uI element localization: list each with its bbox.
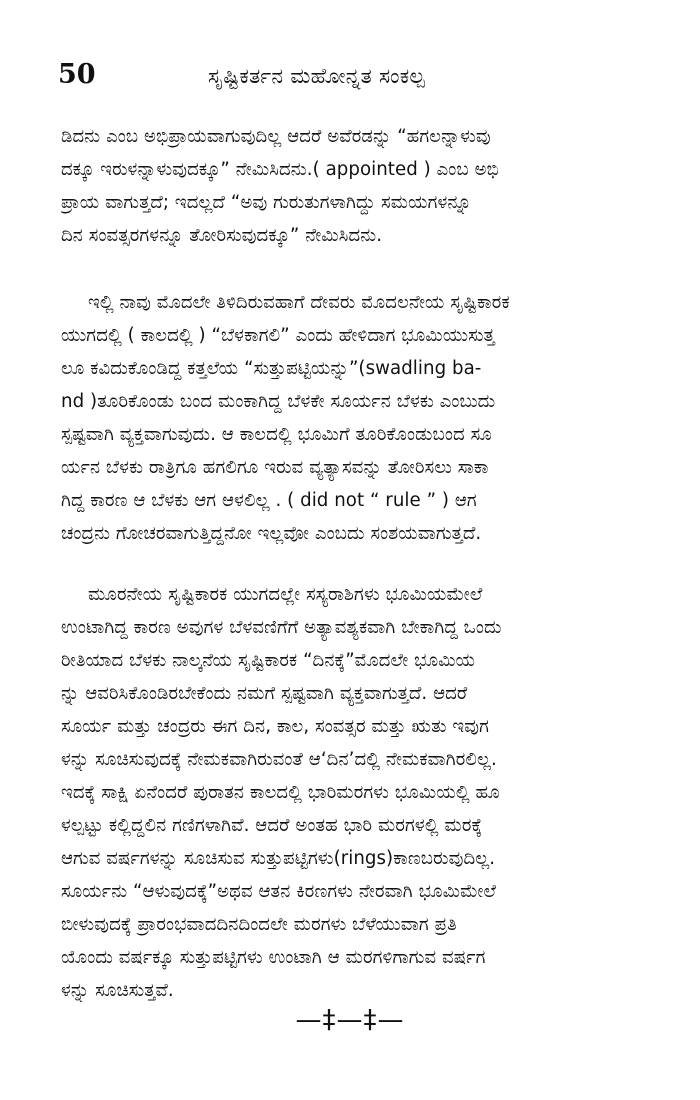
paragraph-3 <box>61 578 663 1007</box>
text-line: ನ್ನು ಆವರಿಸಿಕೊಂಡಿರಬೇಕೆಂದು ನಮಗೆ ಸ್ಪಷ್ಟವಾಗಿ ವ್ಯಕ್ತವಾಗುತ್ತದೆ. ಆದರೆ <box>61 683 468 704</box>
text-line: ರ್ಯನ ಬೆಳಕು ರಾತ್ರಿಗೂ ಹಗಲಿಗೂ ಇರುವ ವ್ಯತ್ಯಾಸವನ್ನು ತೋರಿಸಲು ಸಾಕಾ <box>61 457 489 478</box>
text-line: ಸ್ಪಷ್ಟವಾಗಿ ವ್ಯಕ್ತವಾಗುವುದು. ಆ ಕಾಲದಲ್ಲಿ ಭೂಮಿಗೆ ತೂರಿಕೊಂಡುಬಂದ ಸೂ <box>61 424 492 445</box>
text-line: ಇಲ್ಲಿ ನಾವು ಮೊದಲೇ ತಿಳಿದಿರುವಹಾಗೆ ದೇವರು ಮೊದಲನೇಯ ಸೃಷ್ಟಿಕಾರಕ <box>88 292 510 313</box>
body-text <box>61 120 663 1035</box>
text-line: ಯೊಂದು ವರ್ಷಕ್ಕೂ ಸುತ್ತುಪಟ್ಟಿಗಳು ಉಂಟಾಗಿ ಆ ಮರಗಳಿಗಾಗುವ ವರ್ಷಗ <box>61 947 486 968</box>
text-line: ಸೂರ್ಯನು “ಆಳುವುದಕ್ಕೆ”ಅಥವ ಆತನ ಕಿರಣಗಳು ನೇರವಾಗಿ ಭೂಮಿಮೇಲೆ <box>61 881 497 902</box>
text-line: ಸೂರ್ಯ ಮತ್ತು ಚಂದ್ರರು ಈಗ ದಿನ, ಕಾಲ, ಸಂವತ್ಸರ ಮತ್ತು ಋತು ಇವುಗ <box>61 716 490 737</box>
text-line: ರೀತಿಯಾದ ಬೆಳಕು ನಾಲ್ಕನೆಯ ಸೃಷ್ಟಿಕಾರಕ “ದಿನಕ್ಕೆ”ಮೊದಲೇ ಭೂಮಿಯ <box>61 650 476 671</box>
text-line: ಳನ್ನು ಸೂಚಿಸುತ್ತವೆ. <box>61 980 174 1001</box>
text-line: ದಕ್ಕೂ ಇರುಳನ್ನಾಳುವುದಕ್ಕೂ” ನೇಮಿಸಿದನು.( appointed ) ಎಂಬ ಅಭಿ <box>61 159 499 180</box>
text-line: ಳಲ್ಪಟ್ಟು ಕಲ್ಲಿದ್ದಲಿನ ಗಣಿಗಳಾಗಿವೆ. ಆದರೆ ಅಂತಹ ಭಾರಿ ಮರಗಳಲ್ಲಿ ಮರಕ್ಕೆ <box>61 815 483 836</box>
section-end-ornament: —‡—‡— <box>295 1005 405 1035</box>
paragraph-2 <box>61 286 663 550</box>
text-line: ಚಂದ್ರನು ಗೋಚರವಾಗುತ್ತಿದ್ದನೋ ಇಲ್ಲವೋ ಎಂಬದು ಸಂಶಯವಾಗುತ್ತದೆ. <box>61 523 482 544</box>
text-line: ಳನ್ನು ಸೂಚಿಸುವುದಕ್ಕೆ ನೇಮಕವಾಗಿರುವಂತೆ ಆ‘ದಿನ’ದಲ್ಲಿ ನೇಮಕವಾಗಿರಲಿಲ್ಲ. <box>61 749 497 770</box>
text-line: ಬೀಳುವುದಕ್ಕೆ ಪ್ರಾರಂಭವಾದದಿನದಿಂದಲೇ ಮರಗಳು ಬೆಳೆಯುವಾಗ ಪ್ರತಿ <box>61 914 457 935</box>
paragraph-1 <box>61 120 663 252</box>
text-line: ಮೂರನೇಯ ಸೃಷ್ಟಿಕಾರಕ ಯುಗದಲ್ಲೇ ಸಸ್ಯರಾಶಿಗಳು ಭೂಮಿಯಮೇಲೆ <box>88 584 483 605</box>
text-line: ಉಂಟಾಗಿದ್ದ ಕಾರಣ ಅವುಗಳ ಬೆಳವಣಿಗೆಗೆ ಅತ್ಯಾವಶ್ಯಕವಾಗಿ ಬೇಕಾಗಿದ್ದ ಒಂದು <box>61 617 502 638</box>
text-line: ಡಿದನು ಎಂಬ ಅಭಿಪ್ರಾಯವಾಗುವುದಿಲ್ಲ ಆದರೆ ಅವೆರಡನ್ನು “ಹಗಲನ್ನಾಳುವು <box>61 126 491 147</box>
text-line: ಆಗುವ ವರ್ಷಗಳನ್ನು ಸೂಚಿಸುವ ಸುತ್ತುಪಟ್ಟಿಗಳು(rings)ಕಾಣಬರುವುದಿಲ್ಲ. <box>61 848 496 869</box>
text-line: ಪ್ರಾಯ ವಾಗುತ್ತದೆ; ಇದಲ್ಲದೆ “ಅವು ಗುರುತುಗಳಾಗಿದ್ದು ಸಮಯಗಳನ್ನೂ <box>61 192 472 213</box>
text-line: ದಿನ ಸಂವತ್ಸರಗಳನ್ನೂ ತೋರಿಸುವುದಕ್ಕೂ” ನೇಮಿಸಿದನು. <box>61 225 383 246</box>
text-line: nd )ತೂರಿಕೊಂಡು ಬಂದ ಮಂಕಾಗಿದ್ದ ಬೆಳಕೇ ಸೂರ್ಯನ ಬೆಳಕು ಎಂಬುದು <box>61 391 496 412</box>
running-title: ಸೃಷ್ಟಿಕರ್ತನ ಮಹೋನ್ನತ ಸಂಕಲ್ಪ <box>208 64 426 88</box>
page-number: 50 <box>58 59 96 90</box>
page-header <box>58 58 648 98</box>
text-line: ಇದಕ್ಕೆ ಸಾಕ್ಷಿ ಏನೆಂದರೆ ಪುರಾತನ ಕಾಲದಲ್ಲಿ ಭಾರಿಮರಗಳು ಭೂಮಿಯಲ್ಲಿ ಹೂ <box>61 782 500 803</box>
text-line: ಯುಗದಲ್ಲಿ ( ಕಾಲದಲ್ಲಿ ) “ಬೆಳಕಾಗಲಿ” ಎಂದು ಹೇಳಿದಾಗ ಭೂಮಿಯುಸುತ್ತ <box>61 325 495 346</box>
text-line: ಗಿದ್ದ ಕಾರಣ ಆ ಬೆಳಕು ಆಗ ಆಳಲಿಲ್ಲ . ( did not “ rule ” ) ಆಗ <box>61 490 477 511</box>
text-line: ಲೂ ಕವಿದುಕೊಂಡಿದ್ದ ಕತ್ತಲೆಯ “ಸುತ್ತುಪಟ್ಟಿಯನ್ನು”(swadling ba- <box>61 358 482 379</box>
